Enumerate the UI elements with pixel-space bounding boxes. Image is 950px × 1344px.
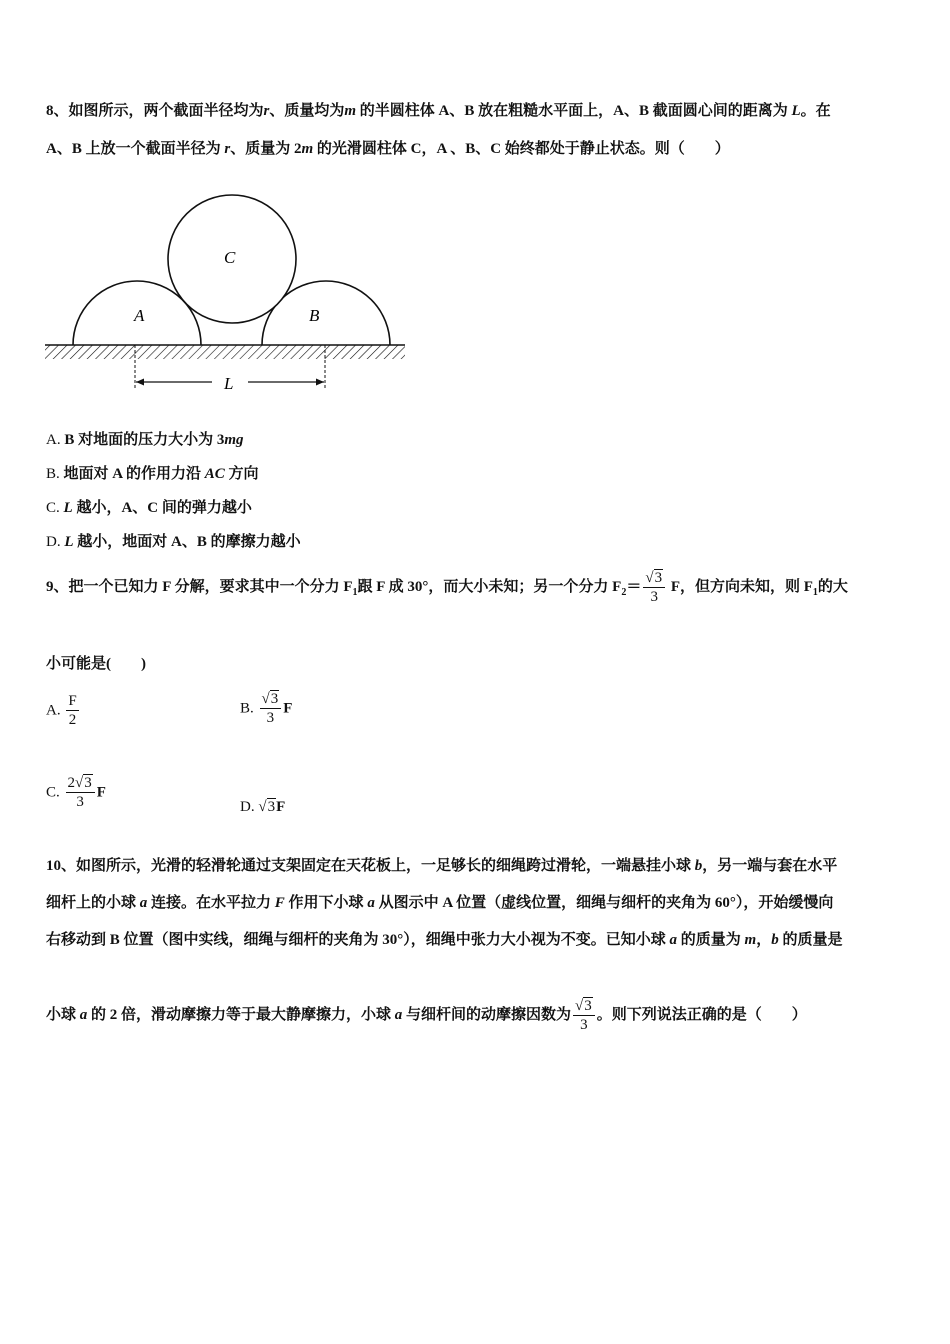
sqrt-icon: √3	[575, 998, 592, 1014]
q10-stem-line4: 小球 a 的 2 倍，滑动摩擦力等于最大静摩擦力，小球 a 与细杆间的动摩擦因数为 $\frac{√3}{3}$ 。则下列说法正确的是（ ）	[46, 998, 807, 1033]
q8-var-r: r	[263, 103, 270, 119]
q8-text: A、B 上放一个截面半径为	[46, 141, 225, 157]
sqrt-icon: √3	[75, 775, 92, 791]
q9-option-b: B. $\frac{√3}{3}$ F	[240, 691, 293, 726]
q10-fraction-sqrt3-over-3: $\frac{√3}{3}$	[573, 997, 595, 1034]
q8-var-r: r	[224, 141, 231, 157]
arrowhead-left	[136, 379, 144, 386]
q8-text: 、质量为 2	[230, 141, 302, 157]
q8-text: 的光滑圆柱体 C，A 、B、C 始终都处于静止状态。则（ ）	[313, 141, 730, 157]
label-a: A	[134, 306, 145, 325]
sqrt-icon: √3	[261, 691, 279, 707]
q9-fraction-sqrt3-over-3: $\frac{√3}{3}$	[643, 569, 665, 606]
q8-text: 。在	[800, 103, 831, 119]
ground-hatch	[45, 345, 405, 359]
q8-text: 8、如图所示，两个截面半径均为	[46, 103, 264, 119]
q8-option-b: B. 地面对 A 的作用力沿 AC 方向	[46, 466, 259, 482]
q9-stem-line1: 9、把一个已知力 F 分解，要求其中一个分力 $F_1$跟 F 成 30°，而大小未知；另一个分力 $F_2=$ $\frac{√3}{3}$ F，但方向未知，则 $F_1$的大	[46, 570, 848, 605]
q8-option-d: D. L 越小，地面对 A、B 的摩擦力越小	[46, 534, 301, 550]
q8-option-a: A. B 对地面的压力大小为 3mg	[46, 432, 244, 448]
q8-var-L: L	[791, 103, 801, 119]
q9-option-c: C. $\frac{2√3}{3}$ F	[46, 775, 106, 810]
q9-option-d: D. √3F	[240, 799, 286, 815]
q8-figure	[40, 185, 412, 400]
q8-stem-line1	[46, 101, 831, 121]
arrowhead-right	[316, 379, 324, 386]
q10-stem-line3: 右移动到 B 位置（图中实线，细绳与细杆的夹角为 30°），细绳中张力大小视为不变。已知小球 a 的质量为 m，b 的质量是	[46, 932, 843, 948]
q8-text: 的半圆柱体 A、B 放在粗糙水平面上，A、B 截面圆心间的距离为	[356, 103, 792, 119]
q9-option-a: A. $\frac{F}{2}$	[46, 693, 77, 728]
label-b: B	[309, 306, 320, 325]
q8-var-m: m	[301, 141, 314, 157]
q10-stem-line1: 10、如图所示，光滑的轻滑轮通过支架固定在天花板上，一足够长的细绳跨过滑轮，一端悬挂小球 b，另一端与套在水平	[46, 858, 838, 874]
sqrt-icon: √3	[645, 570, 663, 586]
label-c: C	[224, 248, 236, 267]
q8-stem-line2	[46, 139, 730, 159]
label-l: L	[224, 374, 234, 393]
q8-text: 、质量均为	[269, 103, 345, 119]
q8-var-m: m	[344, 103, 357, 119]
q8-option-c: C. L 越小，A、C 间的弹力越小	[46, 500, 252, 516]
sqrt-icon: √3	[258, 799, 276, 815]
q10-stem-line2: 细杆上的小球 a 连接。在水平拉力 F 作用下小球 a 从图示中 A 位置（虚线位置，细绳与细杆的夹角为 60°），开始缓慢向	[46, 895, 834, 911]
q9-stem-line2: 小可能是( )	[46, 656, 146, 672]
